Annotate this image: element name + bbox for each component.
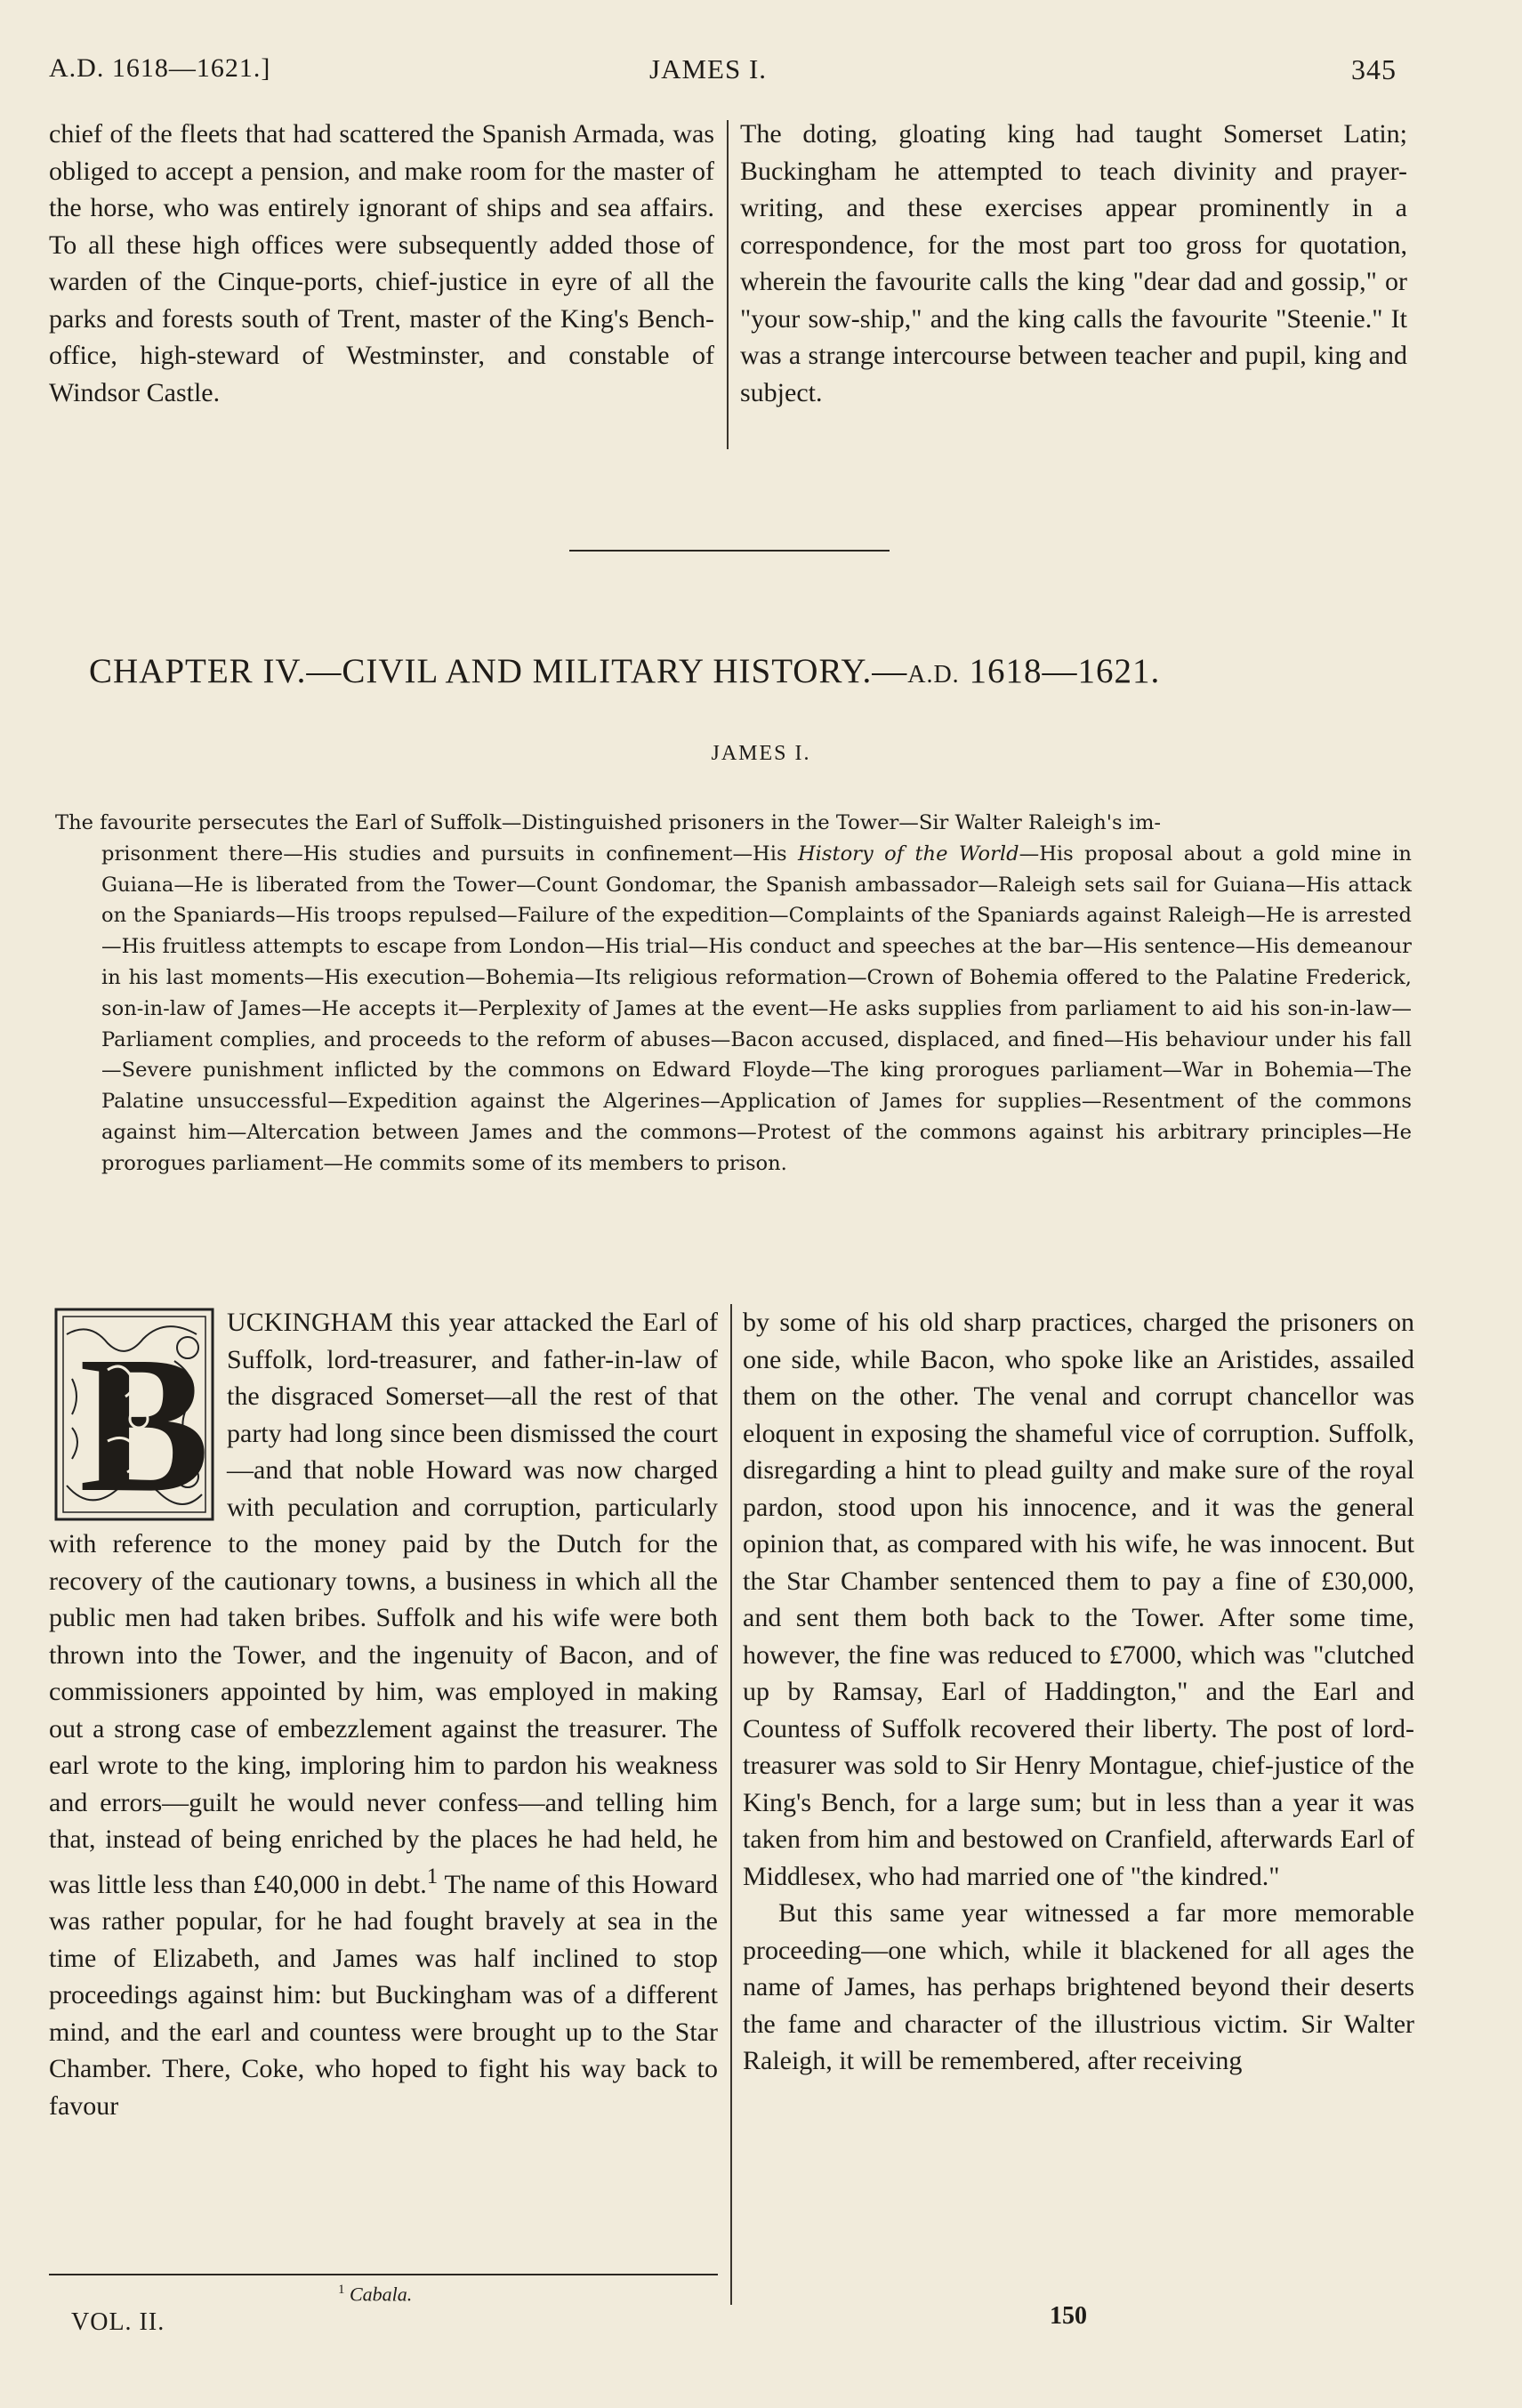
footnote-marker: 1	[338, 2283, 345, 2297]
synopsis-italic-title: History of the World	[797, 842, 1019, 866]
opening-paragraph-text: this year attacked the Earl of Suffolk, lord-treasurer, and father-in-law of the disgraced Somerset—all the rest of that party had long since been dismissed the court—and that noble Howard was now charged with peculation and corruption, particularly with reference to the money paid by the Dutch for the recovery of the cautionary towns, a business in which all the public men had taken bribes. Suffolk and his wife were both thrown into the Tower, and the ingenuity of Bacon, and of commissioners appointed by him, was employed in making out a strong case of embezzlement against the treasurer. The earl wrote to the king, imploring him to pardon his weakness and errors—guilt he would never confess—and telling him that, instead of being enriched by the places he had held, he was little less than £40,000 in debt.	[49, 1308, 718, 1899]
footnote-text: Cabala.	[350, 2283, 413, 2306]
chapter-title-ad: A.D.	[907, 661, 960, 689]
dropcap-letter: B	[79, 1316, 210, 1521]
footnote	[338, 2283, 412, 2306]
chapter-title	[89, 651, 1441, 691]
synopsis-text-a: prisonment there—His studies and pursuits in confinement—His	[101, 842, 798, 866]
chapter-title-main: CHAPTER IV.—CIVIL AND MILITARY HISTORY.—	[89, 652, 908, 690]
column-divider-lower	[730, 1304, 732, 2305]
dropcap-ornament	[54, 1308, 214, 1521]
paragraph-raleigh: But this same year witnessed a far more memorable proceeding—one which, while it blackened for all ages the name of James, has perhaps brightened beyond their deserts the fame and character of the illustrious victim. Sir Walter Raleigh, it will be remembered, after receiving	[743, 1898, 1414, 2075]
signature-mark: 150	[1050, 2302, 1087, 2330]
bottom-right-column	[743, 1304, 1414, 2080]
footnote-reference: 1	[426, 1864, 439, 1889]
chapter-subtitle: JAMES I.	[711, 742, 811, 765]
top-columns	[49, 116, 1410, 458]
synopsis-text-b: —His proposal about a gold mine in Guiana—He is liberated from the Tower—Count Gondomar, the Spanish ambassador—Raleigh sets sail for Guiana—His attack on the Spaniards—His troops repulsed—Failure of the expedition—Complaints of the Spaniards against Raleigh—He is arrested—His fruitless attempts to escape from London—His trial—His conduct and speeches at the bar—His sentence—His demeanour in his last moments—His execution—Bohemia—Its religious reformation—Crown of Bohemia offered to the Palatine Frederick, son-in-law of James—He accepts it—Perplexity of James at the event—He asks supplies from parliament to aid his son-in-law—Parliament complies, and proceeds to the reform of abuses—Bacon accused, displaced, and fined—His behaviour under his fall—Severe punishment inflicted by the commons on Edward Floyde—The king prorogues parliament—War in Bohemia—The Palatine unsuccessful—Expedition against the Algerines—Application of James for supplies—Resentment of the commons against him—Altercation between James and the commons—Protest of the commons against his arbitrary principles—He prorogues parliament—He commits some of its members to prison.	[101, 842, 1412, 1175]
opening-paragraph-continued: The name of this Howard was rather popular, for he had fought bravely at sea in the time of Elizabeth, and James was half inclined to stop proceedings against him: but Buckingham was of a different mind, and the earl and countess were brought up to the Star Chamber. There, Coke, who hoped to fight his way back to favour	[49, 1869, 718, 2121]
footnote-rule	[49, 2274, 718, 2275]
running-header	[49, 53, 1419, 89]
paragraph-continued: by some of his old sharp practices, charged the prisoners on one side, while Bacon, who spoke like an Aristides, assailed them on the other. The venal and corrupt chancellor was eloquent in exposing the shameful vice of corruption. Suffolk, disregarding a hint to plead guilty and make sure of the royal pardon, stood upon his innocence, and it was the general opinion that, as compared with his wife, he was innocent. But the Star Chamber sentenced them to pay a fine of £30,000, and sent them both back to the Tower. After some time, however, the fine was reduced to £7000, which was "clutched up by Ramsay, Earl of Haddington," and the Earl and Countess of Suffolk recovered their liberty. The post of lord-treasurer was sold to Sir Henry Montague, chief-justice of the King's Bench, for a large sum; but in less than a year it was taken from him and bestowed on Cranfield, afterwards Earl of Middlesex, who had married one of "the kindred."	[743, 1308, 1414, 1891]
top-left-column: chief of the fleets that had scattered the Spanish Armada, was obliged to accept a pension, and make room for the master of the horse, who was entirely ignorant of ships and sea affairs. To all these high offices were subsequently added those of warden of the Cinque-ports, chief-justice in eyre of all the parks and forests south of Trent, master of the King's Bench-office, high-steward of Westminster, and constable of Windsor Castle.	[49, 119, 714, 407]
bottom-columns	[49, 1304, 1419, 2318]
synopsis-first-line: The favourite persecutes the Earl of Suffolk—Distinguished prisoners in the Tower—Sir Walter Raleigh's im-	[55, 811, 1162, 834]
top-right-column: The doting, gloating king had taught Somerset Latin; Buckingham he attempted to teach divinity and prayer-writing, and these exercises appear prominently in a correspondence, for the most part too gross for quotation, wherein the favourite calls the king "dear dad and gossip," or "your sow-ship," and the king calls the favourite "Steenie." It was a strange intercourse between teacher and pupil, king and subject.	[740, 119, 1407, 407]
bottom-left-column	[49, 1304, 718, 2124]
header-title: JAMES I.	[649, 53, 768, 85]
dropcap-continuation: UCKINGHAM	[227, 1308, 393, 1337]
volume-label: VOL. II.	[71, 2308, 165, 2336]
page-number: 345	[1351, 53, 1397, 85]
section-divider-rule	[569, 550, 890, 552]
chapter-synopsis	[55, 808, 1412, 1180]
chapter-title-years: 1618—1621.	[959, 652, 1161, 690]
column-divider	[727, 120, 729, 449]
synopsis-body	[55, 839, 1412, 1180]
header-date-range: A.D. 1618—1621.]	[49, 53, 271, 83]
